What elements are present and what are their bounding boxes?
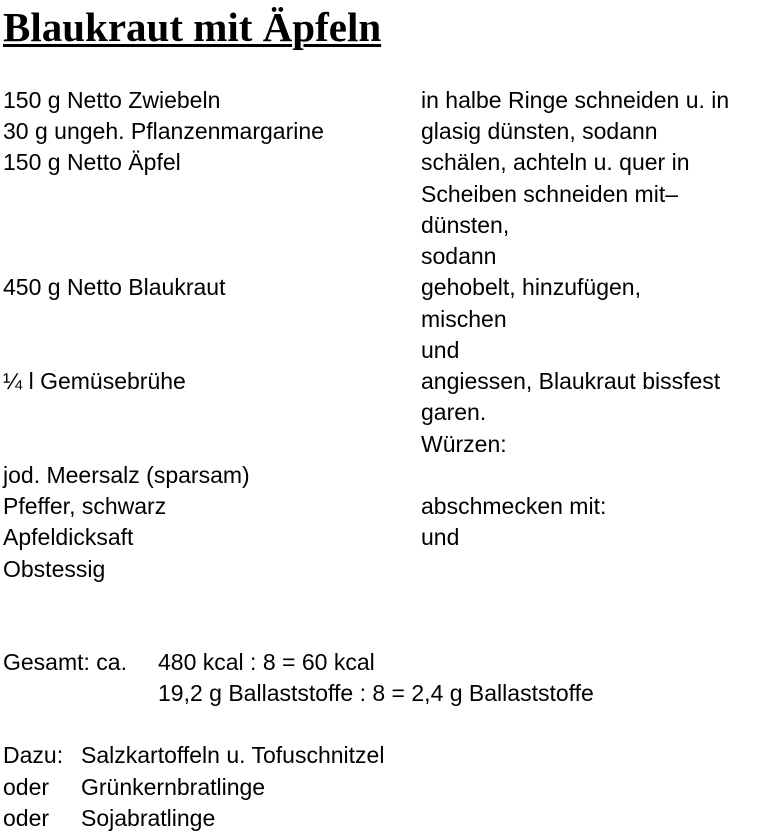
step-line: abschmecken mit: xyxy=(421,493,607,519)
ingredient-apples: 150 g Netto Äpfel xyxy=(3,149,181,175)
ingredient-margarine: 30 g ungeh. Pflanzenmargarine xyxy=(3,118,324,144)
step-line: dünsten, xyxy=(421,212,510,238)
step-line: Scheiben schneiden mit– xyxy=(421,181,678,207)
ingredient-vegetable-broth: ¼ l Gemüsebrühe xyxy=(3,368,186,394)
serving-item: Salzkartoffeln u. Tofuschnitzel xyxy=(81,742,385,768)
step-line: glasig dünsten, sodann xyxy=(421,118,658,144)
nutrition-fiber: 19,2 g Ballaststoffe : 8 = 2,4 g Ballaststoffe xyxy=(158,680,594,706)
ingredient-onions: 150 g Netto Zwiebeln xyxy=(3,87,221,113)
ingredient-red-cabbage: 450 g Netto Blaukraut xyxy=(3,274,226,300)
step-line: schälen, achteln u. quer in xyxy=(421,149,690,175)
serving-prefix: oder xyxy=(3,774,50,800)
nutrition-label: Gesamt: ca. xyxy=(3,649,127,675)
serving-item: Grünkernbratlinge xyxy=(81,774,266,800)
nutrition-kcal: 480 kcal : 8 = 60 kcal xyxy=(158,649,375,675)
step-line: angiessen, Blaukraut bissfest xyxy=(421,368,721,394)
step-line: sodann xyxy=(421,243,497,269)
serving-prefix: oder xyxy=(3,805,50,831)
serving-prefix: Dazu: xyxy=(3,742,64,768)
step-line: mischen xyxy=(421,306,507,332)
step-line: und xyxy=(421,337,460,363)
step-line: gehobelt, hinzufügen, xyxy=(421,274,641,300)
serving-item: Sojabratlinge xyxy=(81,805,216,831)
ingredient-pepper: Pfeffer, schwarz xyxy=(3,493,167,519)
ingredient-sea-salt: jod. Meersalz (sparsam) xyxy=(3,462,250,488)
ingredient-apple-syrup: Apfeldicksaft xyxy=(3,524,134,550)
ingredient-fruit-vinegar: Obstessig xyxy=(3,556,106,582)
step-line: in halbe Ringe schneiden u. in xyxy=(421,87,730,113)
step-line: und xyxy=(421,524,460,550)
step-line: Würzen: xyxy=(421,431,507,457)
step-line: garen. xyxy=(421,399,487,425)
recipe-title: Blaukraut mit Äpfeln xyxy=(3,4,382,50)
